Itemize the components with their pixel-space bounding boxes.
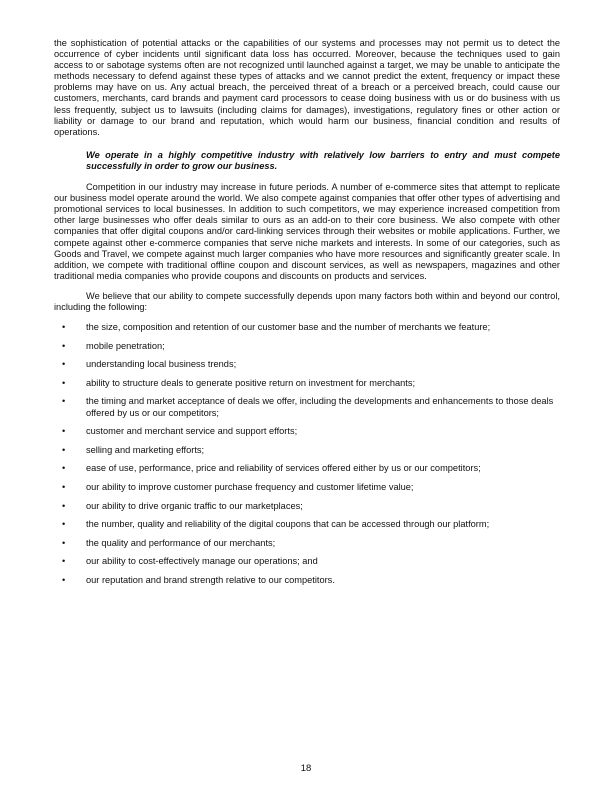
bullet-icon: •: [62, 426, 66, 437]
list-item-text: our reputation and brand strength relative to our competitors.: [86, 574, 335, 585]
list-item-text: the quality and performance of our merchants;: [86, 537, 276, 548]
bullet-icon: •: [62, 556, 66, 567]
continuation-paragraph: the sophistication of potential attacks or the capabilities of our systems and processes may not permit us to detect the occurrence of cyber incidents until significant data loss has occurred. Moreover, because the techniques used to gain access to or sabotage systems often are not recognized until launched against a target, we may be unable to anticipate the methods necessary to defend against these types of attacks and we cannot predict the extent, frequency or impact these problems may have on us. Any actual breach, the perceived threat of a breach or a perceived breach, could cause our customers, merchants, card brands and payment card processors to cease doing business with us or do business with us less frequently, subject us to lawsuits (including claims for damages), investigations, regulatory fines or other action or liability or damage to our brand and reputation, which would harm our business, financial condition and results of operations.: [54, 38, 560, 137]
bullet-icon: •: [62, 377, 66, 388]
list-item-text: the number, quality and reliability of the digital coupons that can be accessed through our platform;: [86, 519, 490, 530]
list-item-text: selling and marketing efforts;: [86, 444, 205, 455]
list-item: [54, 396, 560, 418]
bullet-icon: •: [62, 574, 66, 585]
bullet-icon: •: [62, 444, 66, 455]
list-item: [54, 575, 560, 586]
bullet-icon: •: [62, 481, 66, 492]
list-item: [54, 322, 560, 333]
bullet-icon: •: [62, 519, 66, 530]
bullet-icon: •: [62, 340, 66, 351]
bullet-icon: •: [62, 359, 66, 370]
bullet-icon: •: [62, 396, 66, 407]
document-page: [54, 38, 560, 593]
list-item: [54, 341, 560, 352]
bullet-icon: •: [62, 322, 66, 333]
competition-paragraph: Competition in our industry may increase in future periods. A number of e-commerce sites that attempt to replicate our business model operate around the world. We also compete against companies that offer other types of advertising and promotional services to local businesses. In addition to such competitors, we may experience increased competition from other large businesses who offer deals similar to ours as an add-on to their core business. We also compete with other companies that offer digital coupons and/or card-linking services through their websites or mobile applications. Further, we compete against other e-commerce companies that serve niche markets and interests. In some of our categories, such as Goods and Travel, we compete against much larger companies who have more resources and significantly greater scale. In addition, we compete with traditional offline coupon and discount services, as well as newspapers, magazines and other traditional media companies who provide coupons and discounts on products and services.: [54, 182, 560, 281]
list-item-text: our ability to drive organic traffic to our marketplaces;: [86, 500, 303, 511]
list-item: [54, 445, 560, 456]
list-item: [54, 519, 560, 530]
list-item: [54, 463, 560, 474]
list-item: [54, 501, 560, 512]
list-item: [54, 538, 560, 549]
list-item-text: our ability to cost-effectively manage our operations; and: [86, 556, 318, 567]
list-item-text: ability to structure deals to generate positive return on investment for merchants;: [86, 377, 416, 388]
list-item-text: mobile penetration;: [86, 340, 165, 351]
bullet-icon: •: [62, 463, 66, 474]
list-item-text: the timing and market acceptance of deals we offer, including the developments and enhancements to those deals offered by us or our competitors;: [86, 396, 554, 418]
list-item: [54, 378, 560, 389]
factors-list: [54, 322, 560, 586]
list-item: [54, 482, 560, 493]
list-item-text: understanding local business trends;: [86, 359, 237, 370]
list-item: [54, 556, 560, 567]
page-number: 18: [300, 763, 312, 774]
bullet-icon: •: [62, 537, 66, 548]
bullet-icon: •: [62, 500, 66, 511]
list-item-text: the size, composition and retention of our customer base and the number of merchants we feature;: [86, 322, 491, 333]
list-item-text: our ability to improve customer purchase frequency and customer lifetime value;: [86, 481, 414, 492]
list-item: [54, 359, 560, 370]
list-item: [54, 426, 560, 437]
list-item-text: ease of use, performance, price and reliability of services offered either by us or our competitors;: [86, 463, 481, 474]
risk-factor-heading: We operate in a highly competitive industry with relatively low barriers to entry and must compete successfully in order to grow our business.: [86, 149, 560, 171]
list-item-text: customer and merchant service and support efforts;: [86, 426, 298, 437]
factors-intro-paragraph: We believe that our ability to compete successfully depends upon many factors both within and beyond our control, including the following:: [54, 290, 560, 312]
